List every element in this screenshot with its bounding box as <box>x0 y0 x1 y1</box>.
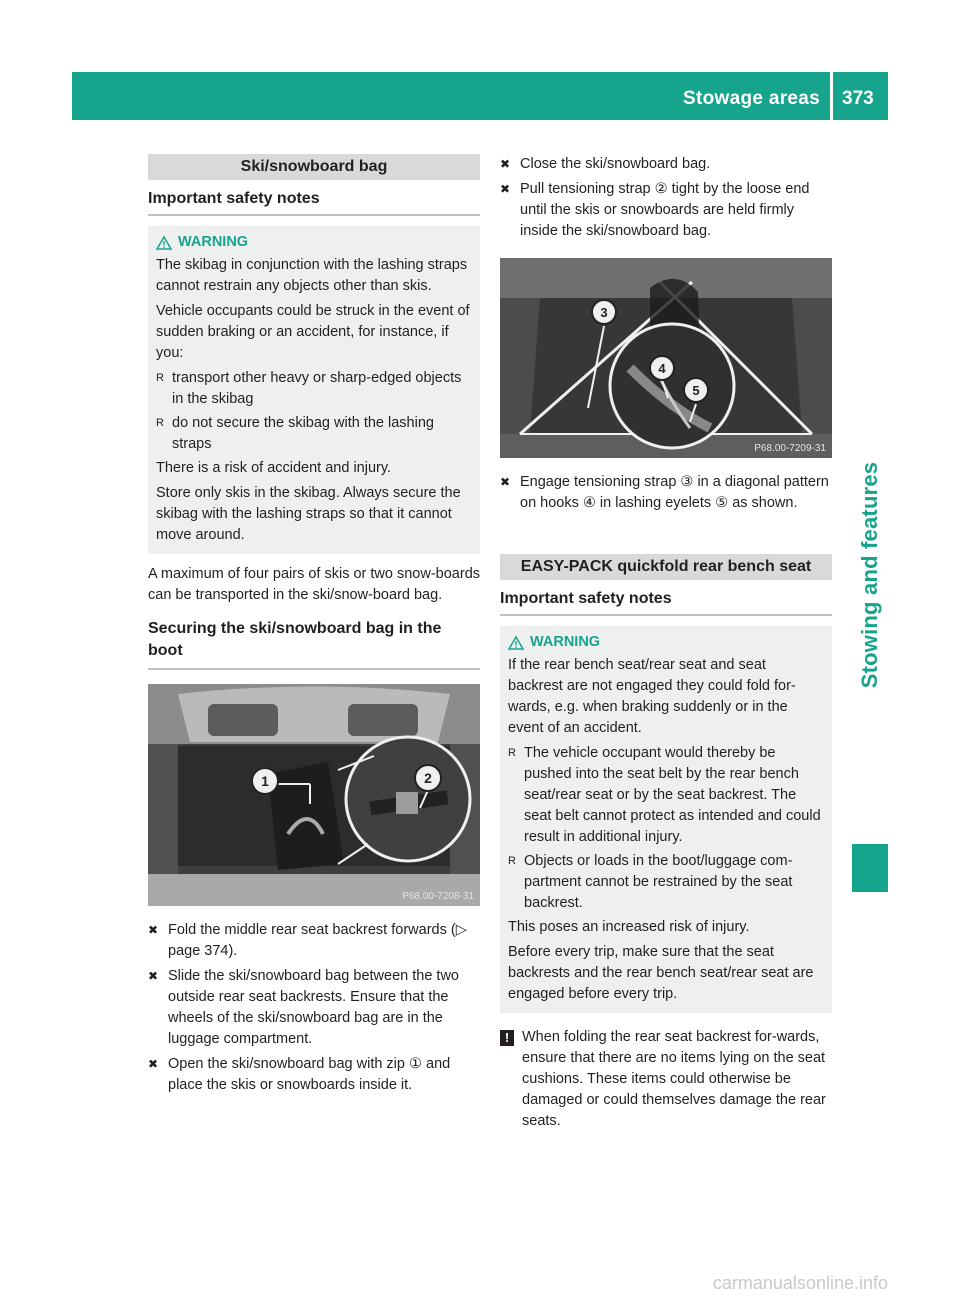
step-arrow-icon: ✖ <box>500 182 511 196</box>
step-arrow-icon: ✖ <box>148 923 159 937</box>
header-section-title: Stowage areas <box>683 88 820 109</box>
right-column <box>500 154 832 1132</box>
watermark: carmanualsonline.info <box>712 1273 888 1293</box>
step-text: Pull tensioning strap ② tight by the loose end until the skis or snowboards are held firmly inside the ski/snowboard bag. <box>520 181 810 239</box>
exclamation-icon: ! <box>500 1030 514 1046</box>
warning-title <box>508 632 824 653</box>
step-arrow-icon: ✖ <box>500 157 511 171</box>
list-item <box>156 413 472 455</box>
bullet-text: transport other heavy or sharp-edged objects in the skibag <box>172 370 462 407</box>
warning-text: Store only skis in the skibag. Always secure the skibag with the lashing straps so that it cannot move around. <box>156 485 461 543</box>
bullet-text: The vehicle occupant would thereby be pushed into the seat belt by the rear bench seat/rear seat or by the seat backrest. The seat belt cannot protect as intended and could result in additional injury. <box>524 745 821 845</box>
instruction-step <box>500 179 832 242</box>
step-text: Slide the ski/snowboard bag between the two outside rear seat backrests. Ensure that the wheels of the ski/snowboard bag are in the luggage compartment. <box>168 968 459 1047</box>
marker-4: 4 <box>658 361 666 376</box>
left-column <box>148 154 480 1100</box>
boot-photo-lashing <box>500 258 832 458</box>
subtitle-safety-notes: Important safety notes <box>500 590 832 616</box>
instruction-step <box>500 472 832 514</box>
bullet-marker: R <box>156 417 164 429</box>
bullet-marker: R <box>508 855 516 867</box>
instruction-step <box>148 1054 480 1096</box>
notice-text: When folding the rear seat backrest for-wards, ensure that there are no items lying on the seat cushions. These items could otherwise be damaged or could themselves damage the rear seats. <box>522 1029 826 1129</box>
warning-text: Before every trip, make sure that the seat backrests and the rear bench seat/rear seat are engaged before every trip. <box>508 944 814 1002</box>
notice-paragraph <box>500 1027 832 1132</box>
marker-1: 1 <box>261 773 269 789</box>
warning-label: WARNING <box>530 634 601 650</box>
bullet-marker: R <box>508 747 516 759</box>
page-number: 373 <box>842 88 874 109</box>
subtitle-safety-notes: Important safety notes <box>148 190 480 216</box>
list-item <box>508 851 824 914</box>
step-text: Close the ski/snowboard bag. <box>520 156 711 172</box>
marker-5: 5 <box>692 383 700 398</box>
bullet-marker: R <box>156 372 164 384</box>
list-item <box>508 743 824 848</box>
warning-text: There is a risk of accident and injury. <box>156 460 392 476</box>
step-text: Fold the middle rear seat backrest forwards (▷ page 374). <box>168 922 467 959</box>
lashing-illustration <box>500 258 832 458</box>
step-arrow-icon: ✖ <box>500 475 511 489</box>
step-arrow-icon: ✖ <box>148 969 159 983</box>
side-tab-block <box>852 844 888 892</box>
section-title-ski-bag: Ski/snowboard bag <box>148 154 480 180</box>
image-code: P68.00-7209-31 <box>754 443 826 454</box>
body-paragraph: A maximum of four pairs of skis or two snow-boards can be transported in the ski/snow-board bag. <box>148 566 481 603</box>
subtitle-securing-bag: Securing the ski/snowboard bag in the boot <box>148 618 480 670</box>
section-title-easy-pack: EASY-PACK quickfold rear bench seat <box>500 554 832 580</box>
warning-box <box>148 226 480 554</box>
warning-text: The skibag in conjunction with the lashing straps cannot restrain any objects other than skis. <box>156 257 468 294</box>
boot-illustration <box>148 684 480 906</box>
header-divider <box>830 72 833 120</box>
side-tab <box>852 350 888 800</box>
step-arrow-icon: ✖ <box>148 1057 159 1071</box>
warning-triangle-icon <box>156 236 172 250</box>
step-text: Open the ski/snowboard bag with zip ① and place the skis or snowboards inside it. <box>168 1056 451 1093</box>
instruction-step <box>500 154 832 175</box>
warning-title <box>156 232 472 253</box>
warning-text: Vehicle occupants could be struck in the event of sudden braking or an accident, for instance, if you: <box>156 303 470 361</box>
marker-2: 2 <box>424 770 432 786</box>
bullet-text: Objects or loads in the boot/luggage com-partment cannot be restrained by the seat backrest. <box>524 853 793 911</box>
side-tab-label: Stowing and features <box>857 461 883 689</box>
bullet-text: do not secure the skibag with the lashing straps <box>172 415 434 452</box>
instruction-step <box>148 920 480 962</box>
boot-photo-ski-bag <box>148 684 480 906</box>
warning-box <box>500 626 832 1013</box>
marker-3: 3 <box>600 305 608 320</box>
warning-label: WARNING <box>178 234 249 250</box>
image-code: P68.00-7208-31 <box>402 891 474 902</box>
warning-text: If the rear bench seat/rear seat and seat backrest are not engaged they could fold for-wards, e.g. when braking suddenly or in the event of an accident. <box>508 657 796 736</box>
list-item <box>156 368 472 410</box>
step-text: Engage tensioning strap ③ in a diagonal pattern on hooks ④ in lashing eyelets ⑤ as shown. <box>520 474 829 511</box>
warning-text: This poses an increased risk of injury. <box>508 919 750 935</box>
instruction-step <box>148 966 480 1050</box>
warning-triangle-icon <box>508 636 524 650</box>
